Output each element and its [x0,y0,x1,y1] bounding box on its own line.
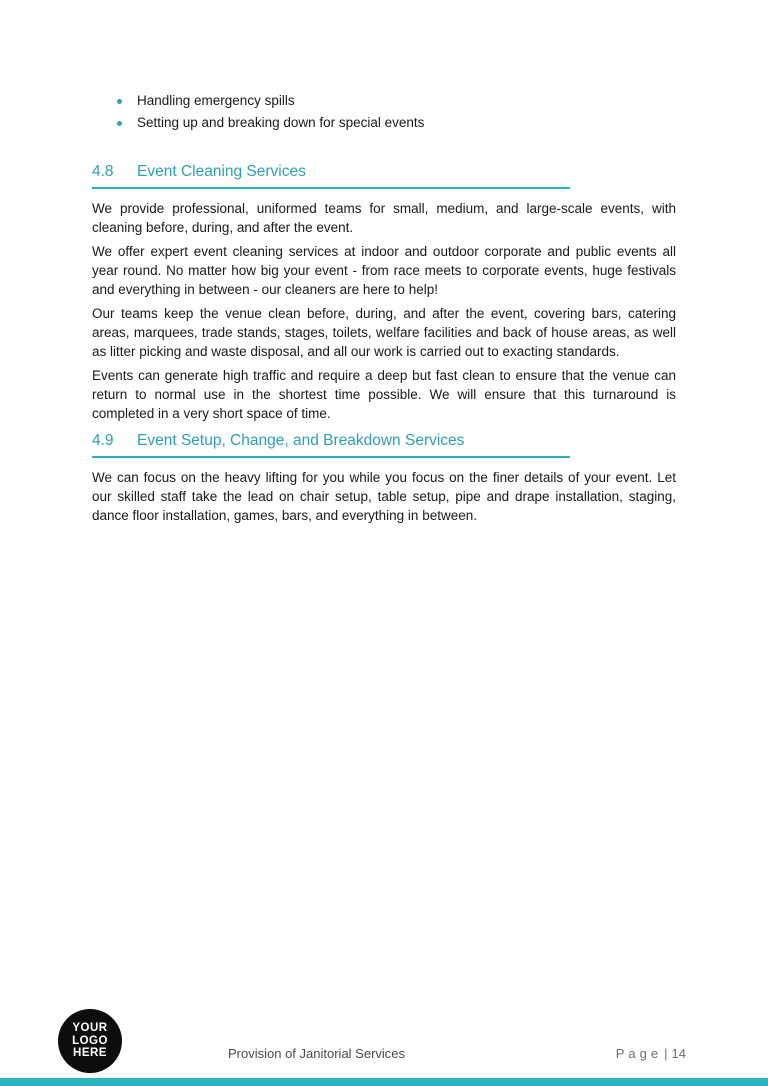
footer-document-title: Provision of Janitorial Services [228,1046,406,1061]
list-item [92,112,676,134]
page-number-label [616,1046,686,1061]
page-separator: | [664,1046,668,1061]
footer-accent-bar [0,1078,768,1086]
paragraph: We can focus on the heavy lifting for you while you focus on the finer details of your event. Let our skilled staff take the lead on chair setup, table setup, pipe and drape installation, staging, dance floor installation, games, bars, and everything in between. [92,470,676,523]
page-number: 14 [671,1046,686,1061]
bullet-icon [117,121,122,126]
bullet-icon [117,99,122,104]
paragraph: We provide professional, uniformed teams for small, medium, and large-scale events, with cleaning before, during, and after the event. [92,201,676,235]
list-item [92,90,676,112]
section-number: 4.9 [92,432,114,449]
section-title: Event Cleaning Services [137,163,306,180]
logo-line: LOGO [72,1034,108,1047]
logo [58,1009,122,1073]
page-word: Page [615,1046,663,1061]
paragraph: Our teams keep the venue clean before, during, and after the event, covering bars, catering areas, marquees, trade stands, stages, toilets, welfare facilities and back of house areas, as well as litter picking and waste disposal, and all our work is carried out to exacting standards. [92,306,676,359]
page-content [92,90,676,530]
logo-line: YOUR [72,1022,108,1035]
section-number: 4.8 [92,163,114,180]
logo-line: HERE [73,1047,107,1060]
section-heading-4-9 [92,431,570,458]
bullet-text: Handling emergency spills [137,93,295,108]
paragraph: We offer expert event cleaning services at indoor and outdoor corporate and public events all year round. No matter how big your event - from race meets to corporate events, huge festivals and everything in between - our cleaners are here to help! [92,244,676,297]
section-title: Event Setup, Change, and Breakdown Services [137,432,465,449]
bullet-text: Setting up and breaking down for special events [137,115,425,130]
paragraph: Events can generate high traffic and require a deep but fast clean to ensure that the venue can return to normal use in the shortest time possible. We will ensure that this turnaround is completed in a very short space of time. [92,368,676,421]
section-heading-4-8 [92,162,570,189]
bullet-list [92,90,676,134]
